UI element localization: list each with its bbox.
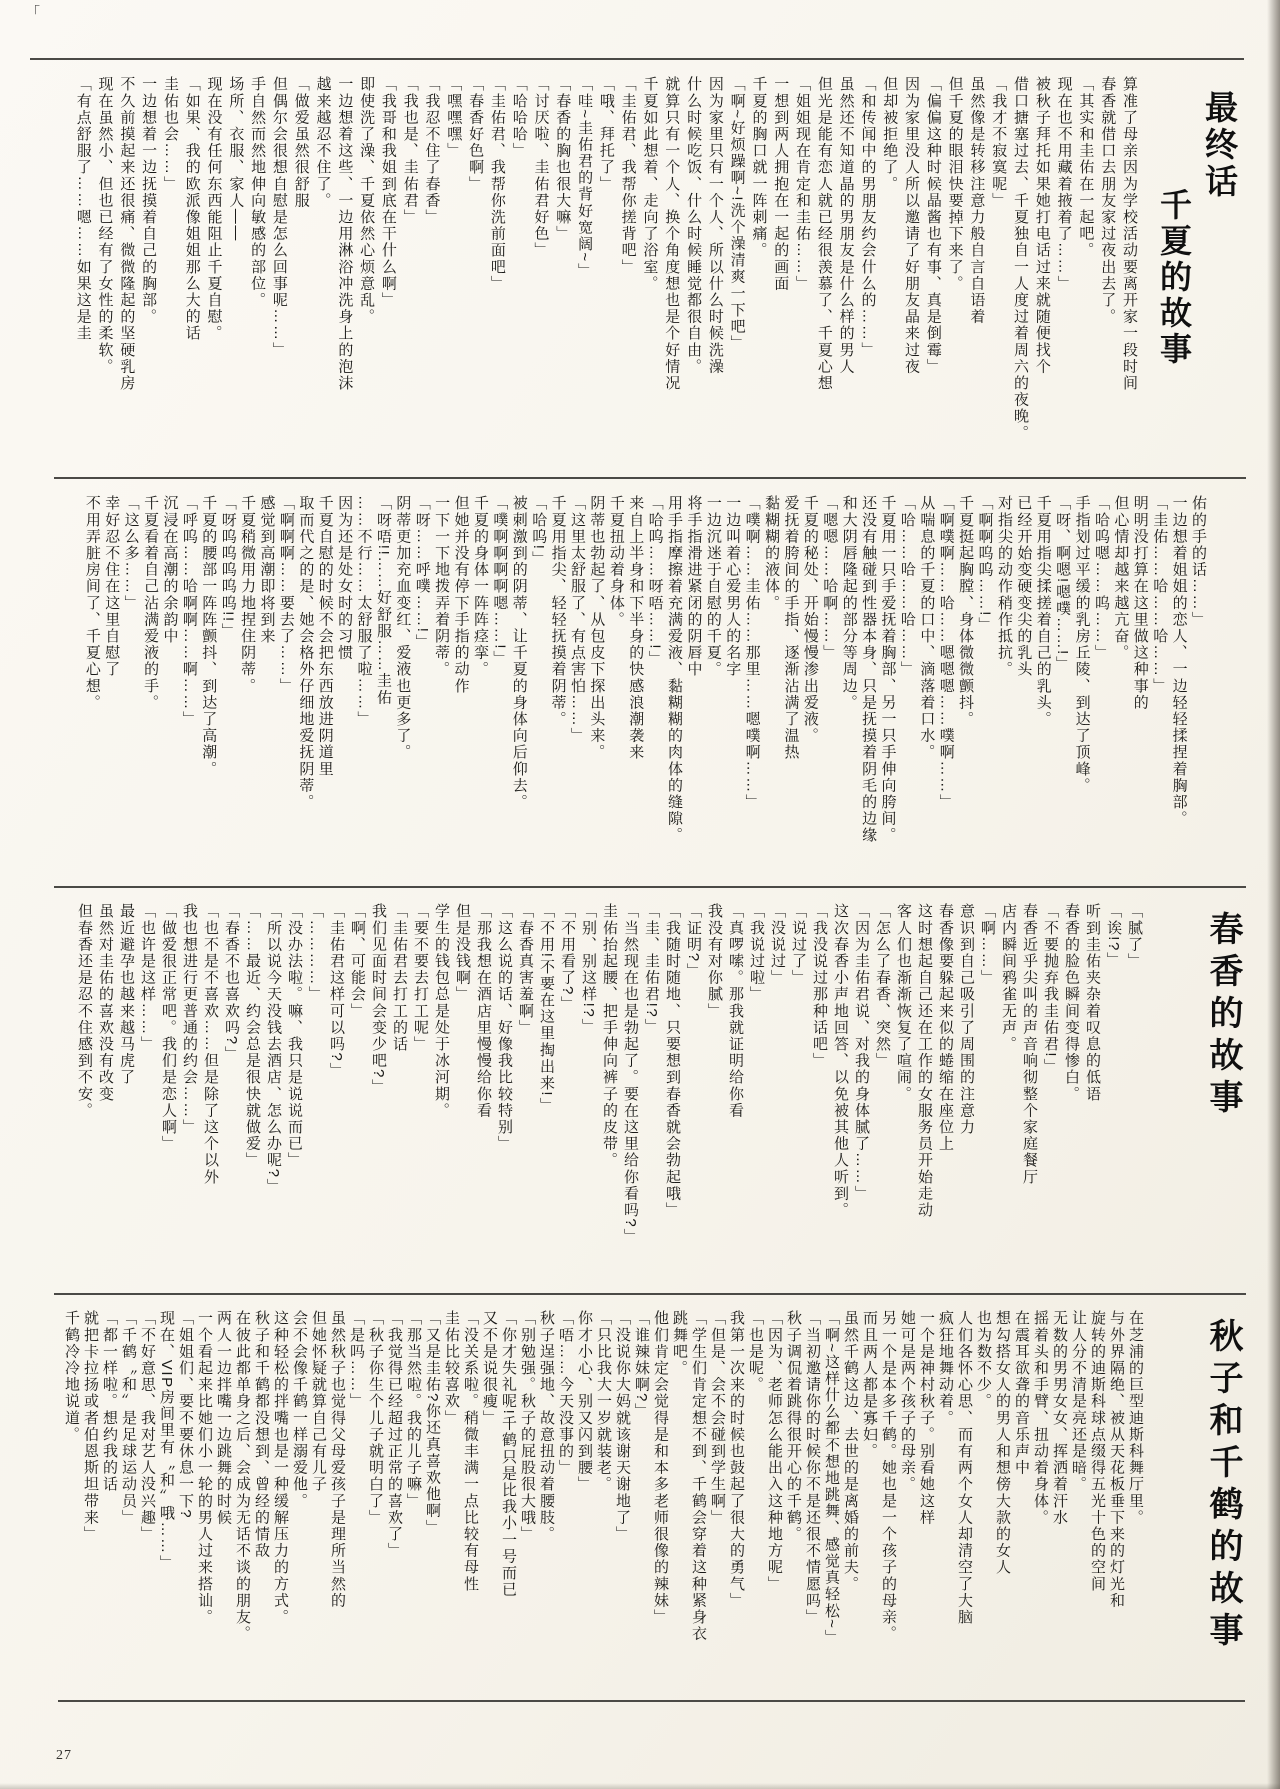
text-column: 对指尖的动作稍作抵抗。 <box>995 495 1013 678</box>
text-column: 一边沉迷于自慰的千夏。 <box>704 495 722 678</box>
text-column: 千夏用指尖、轻轻抚摸着阴蒂。 <box>549 495 567 728</box>
text-column: 「圭、圭佑君!?」 <box>643 903 660 1035</box>
text-column: 一个是神村秋子。别看她这样 <box>918 1310 935 1526</box>
text-column: 圭佑抬起腰、把手伸向裤子的皮带。 <box>601 903 618 1169</box>
text-column: 「但是、会不会碰到学生啊」 <box>709 1310 726 1526</box>
text-column: 「我忍不住了春香」 <box>423 76 441 226</box>
text-column: 秋子调侃着跳得很开心的千鹤。 <box>785 1310 802 1543</box>
text-column: 「啊、可能会」 <box>349 903 366 1020</box>
text-column: 一想到两人拥抱在一起的画面 <box>772 76 790 292</box>
text-column: 「姐姐们、要不要休息一下? <box>177 1310 194 1520</box>
text-column: 另一个是本多千鹤。她也是一个孩子的母亲。 <box>880 1310 897 1642</box>
text-column: 因为还是处女时的习惯 <box>336 495 354 661</box>
text-column: 千夏挺起胸膛、身体微微颤抖。 <box>957 495 975 728</box>
text-column: 一边想着这些、一边用淋浴冲洗身上的泡沫 <box>336 76 354 392</box>
text-column: 「啊啊呜呜……!」 <box>976 495 994 634</box>
text-column: 被刺激到的阴蒂、让千夏的身体向后仰去。 <box>510 495 528 811</box>
text-column: 我们见面时间会变少吧?」 <box>370 903 387 1096</box>
section-title <box>1145 903 1245 1291</box>
chapter-label: 最终话 <box>1200 90 1236 201</box>
text-column: 「呀呜呜呜呜呜!!」 <box>219 495 237 640</box>
text-column: 「哈呜嗯……呜……」 <box>1092 495 1110 661</box>
text-column: 「讨厌啦、圭佑君好色」 <box>532 76 550 259</box>
text-column: 「别、别这样!?」 <box>580 903 597 1035</box>
text-column: 客人们也渐渐恢复了喧闹。 <box>895 903 912 1103</box>
text-column: 已经开始变硬变尖的乳头 <box>1015 495 1033 678</box>
text-column: 「圭佑君、我帮你搓背吧」 <box>619 76 637 276</box>
text-column: 千夏自慰的时候不会把东西放进阴道里 <box>316 495 334 778</box>
text-column: 现在没有任何东西能阻止千夏自慰。 <box>205 76 223 342</box>
text-column: 虽然还不知道晶的男朋友是什么样的男人 <box>837 76 855 375</box>
text-column: 「圭佑君去打工的话 <box>391 903 408 1053</box>
scan-edge-shadow <box>1267 0 1280 1789</box>
text-column: 春香近乎尖叫的声音响彻整个家庭餐厅 <box>1021 903 1038 1186</box>
text-column: 「因为、老师怎么能出入这种地方呢」 <box>766 1310 783 1593</box>
text-column: 「嗯嗯……哈啊……」 <box>821 495 839 661</box>
text-column: 摇着头和手臂、扭动着身体。 <box>1032 1310 1049 1526</box>
text-column: 千夏的胸口就一阵刺痛。 <box>750 76 768 259</box>
text-column: 「啊~这样什么都不想地跳舞、感觉真轻松~」 <box>823 1310 840 1647</box>
section-title <box>1145 1310 1245 1698</box>
text-column: 圭佑比较喜欢」 <box>443 1310 460 1427</box>
text-column: 场所、衣服、家人—— <box>227 76 245 242</box>
text-column: 阴蒂也勃起了、从包皮下探出头来。 <box>588 495 606 761</box>
text-column: 「所以说今天没钱去酒店、怎么办呢?」 <box>265 903 282 1196</box>
text-column: 「没说你大妈就该谢天谢地了」 <box>614 1310 631 1543</box>
text-column: 学生的钱包总是处于冰河期。 <box>433 903 450 1119</box>
text-column: 借口搪塞过去、千夏独自一人度过着周六的夜晚。 <box>1012 76 1030 442</box>
text-column: 但却被拒绝了。 <box>881 76 899 193</box>
text-column: 一个看起来比她们小一轮的男人过来搭讪。 <box>196 1310 213 1626</box>
text-column: 因为家里只有一个人、所以什么时候洗澡 <box>706 76 724 375</box>
text-column: 「啊~好烦躁啊~!洗个澡清爽一下吧」 <box>728 76 746 352</box>
section-final-chapter <box>58 76 1240 468</box>
text-column: 但她并没有停下手指的动作 <box>452 495 470 695</box>
bottom-rule <box>58 1700 1245 1702</box>
text-column: 一边叫着心爱男人的名字 <box>724 495 742 678</box>
text-column: 千鹤冷冷地说道。 <box>63 1310 80 1443</box>
text-column: 被秋子拜托如果她打电话过来就随便找个 <box>1033 76 1051 375</box>
text-column: 「哈呜!」 <box>530 495 548 568</box>
section-divider <box>54 1293 1246 1295</box>
text-column: 「嘿嘿嘿」 <box>445 76 463 159</box>
text-column: 明明没打算在这里做这种事的 <box>1131 495 1149 711</box>
text-column: 虽然像是转移注意力般自言自语着 <box>968 76 986 325</box>
text-column: 「哈哈哈」 <box>510 76 528 159</box>
text-column: 这次春香小声地回答、以免被其他人听到。 <box>832 903 849 1219</box>
text-column: 「谁辣妹啊?」 <box>633 1310 650 1420</box>
text-column: 和大阴唇隆起的部分等周边。 <box>840 495 858 711</box>
text-column: 「我哥和我姐到底在干什么啊」 <box>379 76 397 309</box>
text-column: 「哇~圭佑君的背好宽阔~」 <box>576 76 594 280</box>
text-columns <box>55 1310 1145 1698</box>
text-column: 春香像要躲起来似的蜷缩在座位上 <box>937 903 954 1152</box>
text-column: 一边想着一边抚摸着自己的胸部。 <box>140 76 158 325</box>
text-column: 又不是说很瘦」 <box>481 1310 498 1427</box>
text-column: 「也不是不喜欢……但是除了这个以外 <box>202 903 219 1186</box>
text-column: 「和传闻中的男朋友约会什么的……」 <box>859 76 877 359</box>
text-column: 「啊噗啊……哈……嗯嗯嗯……噗啊……」 <box>937 495 955 811</box>
text-column: 「要不要去打工呢」 <box>412 903 429 1053</box>
text-column: 就算只有一个人、换个角度想也是个好情况 <box>663 76 681 392</box>
text-column: 他们肯定会觉得是和本多老师很像的辣妹」 <box>652 1310 669 1626</box>
text-column: 「当然现在也是勃起了。要在这里给你看吗?」 <box>622 903 639 1245</box>
text-column: 「啊……」 <box>979 903 996 986</box>
text-column: 会不会像千鹤一样溺爱他。 <box>291 1310 308 1510</box>
text-column: 秋子和千鹤都没想到、曾经的情敌 <box>253 1310 270 1559</box>
text-column: 「不要抛弃我圭佑君!」 <box>1042 903 1059 1075</box>
text-column: 「呀、啊嗯!嗯噗……!」 <box>1054 495 1072 673</box>
section-title <box>1140 76 1240 468</box>
text-column: 千夏用一只手爱抚着胸部、另一只手伸向胯间。 <box>879 495 897 844</box>
text-column: 「春香的胸也很大嘛」 <box>554 76 572 242</box>
text-column: 「学生们肯定想不到、千鹤会穿着这种紧身衣 <box>690 1310 707 1642</box>
text-column: 春香的脸色瞬间变得惨白。 <box>1063 903 1080 1103</box>
text-column: 阴蒂更加充血变红、爱液也更多了。 <box>394 495 412 761</box>
text-column: 无数的男男女女、挥洒着汗水 <box>1051 1310 1068 1526</box>
text-column: 「呀……呼噗……!」 <box>413 495 431 651</box>
text-column: 但她怀疑就算自己有儿子 <box>310 1310 327 1493</box>
text-column: 听到圭佑夹杂着叹息的低语 <box>1084 903 1101 1103</box>
text-column: 不用弄脏房间了、千夏心想。 <box>83 495 101 711</box>
text-column: 「啊啊啊……要去了……」 <box>277 495 295 695</box>
text-column: 「这么说的话、好像我比较特别」 <box>496 903 513 1152</box>
text-column: 也为数不少。 <box>975 1310 992 1410</box>
text-column: 幸好忍不住在这里自慰了 <box>103 495 121 678</box>
text-column: 取而代之的是、她会格外仔细地爱抚阴蒂。 <box>297 495 315 811</box>
text-column: 「也许是这样……」 <box>139 903 156 1053</box>
stray-bracket-mark: 「 <box>26 4 40 20</box>
text-column: 「不用!不要在这里掏出来!」 <box>538 903 555 1114</box>
text-columns <box>58 76 1140 468</box>
text-column: 一边想着姐姐的恋人、一边轻轻揉捏着胸部。 <box>1170 495 1188 827</box>
text-column: 「唔……今天没事的」 <box>557 1310 574 1476</box>
text-column: 春香就借口去朋友家过夜出去了。 <box>1099 76 1117 325</box>
text-column: 现在、VIP房间里有〝和〟哦……」 <box>158 1310 175 1572</box>
text-column: 将手指滑进紧闭的阴唇中 <box>685 495 703 678</box>
text-column: 意识到自己吸引了周围的注意力 <box>958 903 975 1136</box>
text-column: 一下一下地拨弄着阴蒂。 <box>433 495 451 678</box>
text-column: 想勾搭女人的男人和想傍大款的女人 <box>994 1310 1011 1576</box>
text-column: 让人分不清是亮还是暗。 <box>1070 1310 1087 1493</box>
text-column: 黏糊糊的液体。 <box>763 495 781 612</box>
text-column: 「噗啊啊啊啊嗯……!」 <box>491 495 509 667</box>
text-column: 我没有对你腻」 <box>706 903 723 1020</box>
section-akiko-chizuru-story <box>55 1310 1245 1698</box>
text-column: 佑的手的话……」 <box>1190 495 1207 628</box>
text-column: 虽然千鹤这边、去世的是离婚的前夫。 <box>842 1310 859 1593</box>
text-column: 算准了母亲因为学校活动要离开家一段时间 <box>1121 76 1138 392</box>
text-column: 人们各怀心思、而有两个女人却清空了大脑 <box>956 1310 973 1626</box>
text-column: 「腻了」 <box>1126 903 1143 970</box>
text-column: 「说过了」 <box>790 903 807 986</box>
text-column: 「这么多……」 <box>122 495 140 612</box>
text-column: 爱抚着胯间的手指、逐渐沾满了温热 <box>782 495 800 761</box>
text-column: 手自然而然地伸向敏感的部位。 <box>249 76 267 309</box>
text-column: 越来越忍不住了。 <box>314 76 332 209</box>
text-column: 在彼此都单身之后、会成为无话不谈的朋友。 <box>234 1310 251 1642</box>
text-column: 最近避孕也越来越马虎了 <box>118 903 135 1086</box>
text-column: 千夏稍微用力地捏住阴蒂。 <box>239 495 257 695</box>
text-column: 与外界隔绝、被从天花板垂下来的灯光和 <box>1108 1310 1125 1609</box>
text-column: 「圭佑君、我帮你洗前面吧」 <box>488 76 506 292</box>
text-column: 秋子逞强地、故意扭动着腰肢。 <box>538 1310 555 1543</box>
text-column: 「也是呢。 <box>747 1310 764 1393</box>
text-column: 这种轻松的拌嘴也是一种缓解压力的方式。 <box>272 1310 289 1626</box>
chapter-label: 秋子和千鹤的故事 <box>1204 1318 1241 1654</box>
text-column: 「因为圭佑君说、对我的身体腻了……」 <box>853 903 870 1202</box>
text-column: 「我才不寂寞呢」 <box>990 76 1008 209</box>
chapter-subtitle: 千夏的故事 <box>1156 188 1192 368</box>
section-final-chapter-continued <box>66 495 1208 883</box>
text-columns <box>58 903 1145 1291</box>
text-column: 「没办法啦。嘛、我只是说说而已」 <box>286 903 303 1169</box>
text-column: 但光是能有恋人就已经很羡慕了、千夏心想 <box>815 76 833 392</box>
text-column: 现在虽然小、但也已经有了女性的柔软。 <box>96 76 114 375</box>
text-column: 但千夏的眼泪快要掉下来了。 <box>946 76 964 292</box>
text-column: 来自上半身和下半身的快感浪潮袭来 <box>627 495 645 761</box>
text-column: 「诶!?」 <box>1105 903 1122 969</box>
text-column: 你才小心、别又闪到腰」 <box>576 1310 593 1493</box>
text-column: 「圭佑君这样可以吗?」 <box>328 903 345 1079</box>
section-divider <box>54 886 1246 888</box>
text-column: 「姐姐现在肯定和圭佑……」 <box>794 76 812 292</box>
text-column: 「我也是、圭佑君」 <box>401 76 419 226</box>
text-column: 千夏看着自己沾满爱液的手。 <box>142 495 160 711</box>
text-column: 千夏扭动着身体。 <box>607 495 625 628</box>
text-column: 现在也不用藏着掖着了……」 <box>1055 76 1073 292</box>
text-column: 什么时候吃饭、什么时候睡觉都很自由。 <box>685 76 703 375</box>
text-column: 「都一样啦。想约我的话 <box>101 1310 118 1493</box>
chapter-label: 春香的故事 <box>1204 911 1241 1121</box>
text-column: 千夏的秘处、开始慢慢渗出爱液。 <box>801 495 819 744</box>
text-column: 这时想起自己还在工作的女服务员开始走动 <box>916 903 933 1219</box>
text-column: 「我说过啦」 <box>748 903 765 1003</box>
text-column: 「春香不也喜欢吗?」 <box>223 903 240 1063</box>
page-number: 27 <box>56 1748 72 1763</box>
text-column: 「我随时随地、只要想到春香就会勃起哦」 <box>664 903 681 1219</box>
text-column: 「别勉强。秋子的屁股很大哦」 <box>519 1310 536 1543</box>
text-column: 千夏如此想着、走向了浴室。 <box>641 76 659 292</box>
text-column: 「是吗……」 <box>348 1310 365 1410</box>
text-column: 「只比我大一岁就装老。 <box>595 1310 612 1493</box>
text-column: 「做爱很正常吧。我们是恋人啊」 <box>160 903 177 1152</box>
text-column: 「千鹤〝和〟是足球运动员」 <box>120 1310 137 1526</box>
text-column: 从喘息的千夏的口中、滴落着口水。 <box>918 495 936 761</box>
text-column: 因为家里没人所以邀请了好朋友晶来过夜 <box>903 76 921 375</box>
text-column: 虽然秋子也觉得父母爱孩子是理所当然的 <box>329 1310 346 1609</box>
text-column: 「偏偏这种时候晶酱也有事、真是倒霉」 <box>924 76 942 375</box>
text-column: 「春香真害羞啊」 <box>517 903 534 1036</box>
text-column: 圭佑也会……」 <box>161 76 179 193</box>
text-column: 「呼呜……哈啊啊……啊……」 <box>180 495 198 728</box>
text-column: 但偶尔会很想自慰是怎么回事呢……」 <box>270 76 288 359</box>
text-column: 千夏用指尖揉搓着自己的乳头。 <box>1034 495 1052 728</box>
text-column: 但心情却越来越亢奋。 <box>1112 495 1130 661</box>
text-column: 我也想进行更普通的约会……」 <box>181 903 198 1136</box>
text-column: 「当初邀请你的时候你不是还很不情愿吗」 <box>804 1310 821 1626</box>
text-column: 「圭佑……哈……哈……」 <box>1151 495 1169 695</box>
text-column: 但是没钱啊」 <box>454 903 471 1003</box>
text-column: 「你才失礼呢!千鹤只是比我小一号而已 <box>500 1310 517 1598</box>
text-column: 「那我想在酒店里慢慢给你看 <box>475 903 492 1119</box>
text-column: 「哈呜……呀唔……!」 <box>646 495 664 667</box>
text-column: 用手指摩擦着充满爱液、黏糊糊的肉体的缝隙。 <box>666 495 684 844</box>
text-column: 「哦、拜托了」 <box>597 76 615 193</box>
text-column: 「我觉得已经超过正常的喜欢了」 <box>386 1310 403 1559</box>
text-columns <box>66 495 1208 883</box>
text-column: 「……最近、约会总是很快就做爱」 <box>244 903 261 1169</box>
text-column: 「秋子你生个儿子就明白了」 <box>367 1310 384 1526</box>
text-column: 千夏的身体一阵阵痉挛。 <box>471 495 489 678</box>
text-column: 旋转的迪斯科球点缀得五光十色的空间 <box>1089 1310 1106 1593</box>
text-column: 还没有触碰到性器本身、只是抚摸着阴毛的边缘 <box>860 495 878 844</box>
text-column: 就把卡拉扬或者伯恩斯坦带来」 <box>82 1310 99 1543</box>
text-column: 「没关系啦。稍微丰满一点比较有母性 <box>462 1310 479 1593</box>
text-column: 手指划过平缓的乳房丘陵、到达了顶峰。 <box>1073 495 1091 794</box>
text-column: 两人一边拌嘴一边跳舞的时候 <box>215 1310 232 1526</box>
text-column: 「如果、我的欧派像姐姐那么大的话 <box>183 76 201 342</box>
text-column: 「没说过」 <box>769 903 786 986</box>
text-column: 「…………」 <box>307 903 324 1003</box>
top-rule <box>30 58 1244 60</box>
section-divider <box>54 477 1246 479</box>
text-column: 「做爱虽然很舒服 <box>292 76 310 209</box>
text-column: 不久前摸起来还很痛、微微隆起的坚硬乳房 <box>118 76 136 392</box>
section-haruka-story <box>58 903 1245 1291</box>
text-column: 她可是两个孩子的母亲。 <box>899 1310 916 1493</box>
text-column: 而且两人都是寡妇。 <box>861 1310 878 1460</box>
text-column: ……不行……太舒服了啦……」 <box>355 495 373 728</box>
scan-edge-shadow-bottom <box>0 1783 1280 1789</box>
text-column: 「呀唔!!……好舒服……圭佑 <box>374 495 392 706</box>
text-column: 「哈……哈……哈……」 <box>898 495 916 678</box>
text-column: 「噗啊……圭佑……那里……嗯噗啊……」 <box>743 495 761 811</box>
text-column: 「又是圭佑?你还真喜欢他啊」 <box>424 1310 441 1536</box>
text-column: 「不好意思、我对艺人没兴趣」 <box>139 1310 156 1543</box>
text-column: 疯狂地舞动着。 <box>937 1310 954 1427</box>
text-column: 「有点舒服了……嗯……如果这是圭 <box>74 76 92 342</box>
text-column: 店内瞬间鸦雀无声。 <box>1000 903 1017 1053</box>
text-column: 在芝浦的巨型迪斯科舞厅里。 <box>1127 1310 1144 1526</box>
text-column: 「证明?」 <box>685 903 702 980</box>
text-column: 我第一次来的时候也鼓起了很大的勇气」 <box>728 1310 745 1609</box>
text-column: 「真啰嗦。那我就证明给你看 <box>727 903 744 1119</box>
text-column: 但春香还是忍不住感到不安。 <box>76 903 93 1119</box>
text-column: 虽然对圭佑的喜欢没有改变 <box>97 903 114 1103</box>
text-column: 「春香好色啊」 <box>467 76 485 193</box>
text-column: 感觉到高潮即将到来 <box>258 495 276 645</box>
text-column: 「这里太舒服了、有点害怕……」 <box>569 495 586 744</box>
text-column: 千夏的腰部一阵阵颤抖、到达了高潮。 <box>200 495 218 778</box>
text-column: 跳舞吧。 <box>671 1310 688 1377</box>
text-column: 「我没说过那种话吧」 <box>811 903 828 1069</box>
text-column: 「不用看了?」 <box>559 903 576 1013</box>
text-column: 在震耳欲聋的音乐声中 <box>1013 1310 1030 1476</box>
text-column: 「那当然啦。我的儿子嘛」 <box>405 1310 422 1510</box>
text-column: 「怎么了春香、突然」 <box>874 903 891 1069</box>
text-column: 即使洗了澡、千夏依然心烦意乱。 <box>358 76 376 325</box>
text-column: 「其实和圭佑在一起吧。 <box>1077 76 1095 259</box>
text-column: 沉浸在高潮的余韵中 <box>161 495 179 645</box>
